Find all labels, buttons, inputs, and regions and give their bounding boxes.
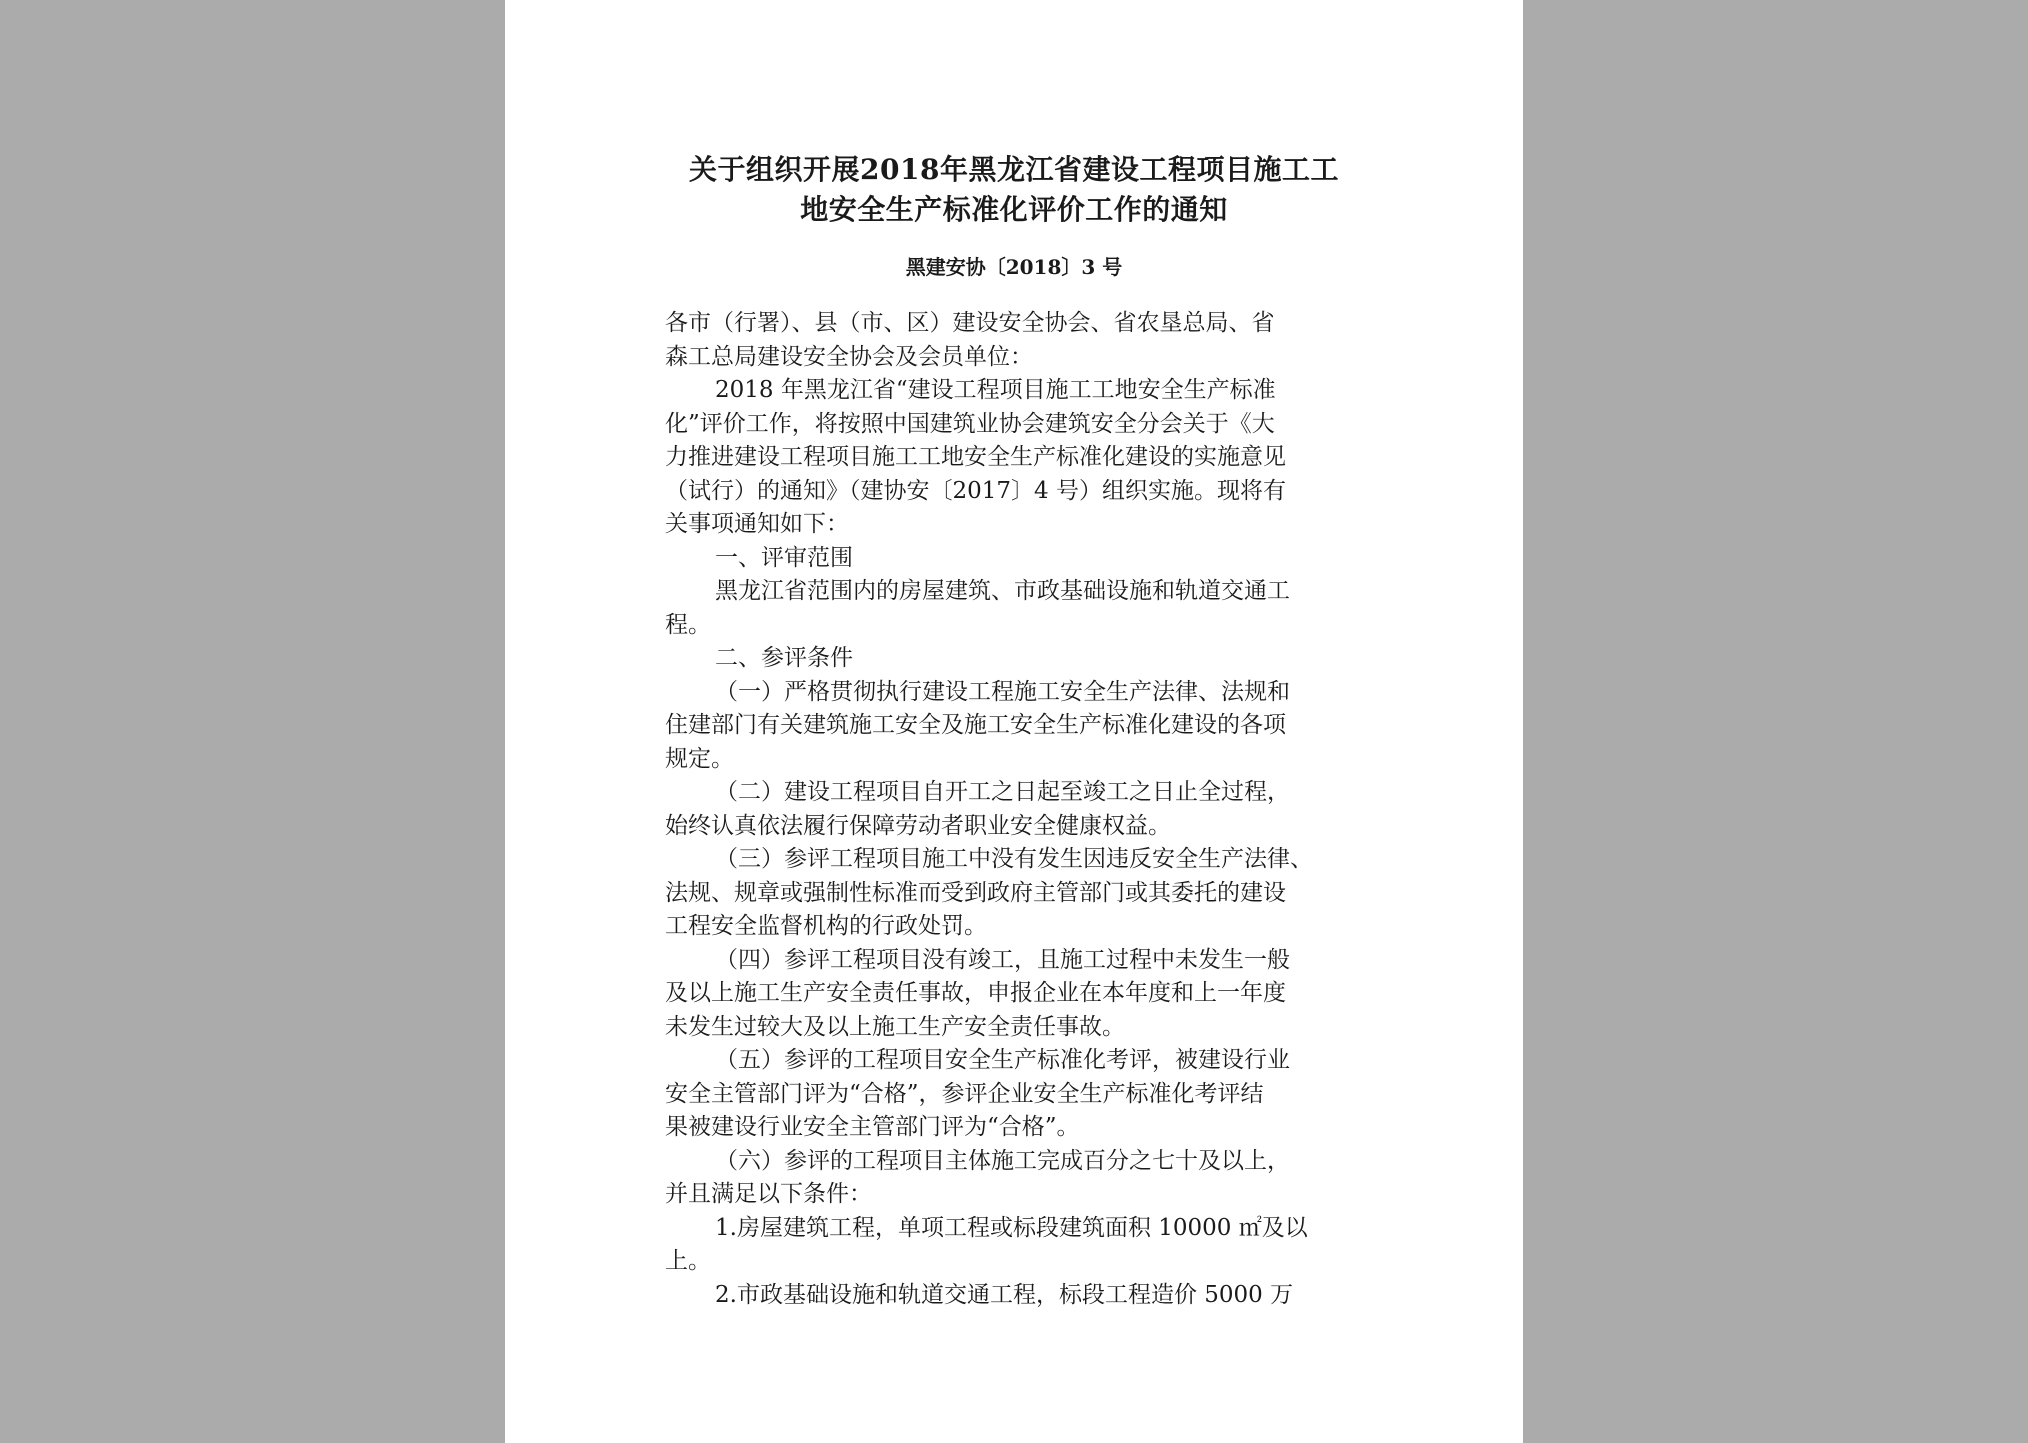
body-line: 始终认真依法履行保障劳动者职业安全健康权益。 — [665, 812, 1171, 839]
body-line: （四）参评工程项目没有竣工，且施工过程中未发生一般 — [715, 946, 1290, 973]
body-line: 关事项通知如下： — [665, 511, 849, 537]
document-body — [665, 307, 1365, 1312]
body-line: 未发生过较大及以上施工生产安全责任事故。 — [665, 1013, 1125, 1040]
body-line: 上。 — [665, 1248, 711, 1274]
body-line: （三）参评工程项目施工中没有发生因违反安全生产法律、 — [715, 846, 1313, 872]
body-line: 程。 — [665, 611, 711, 638]
body-line: （一）严格贯彻执行建设工程施工安全生产法律、法规和 — [715, 678, 1290, 705]
body-line: 2.市政基础设施和轨道交通工程，标段工程造价 5000 万 — [715, 1281, 1294, 1308]
body-line: （二）建设工程项目自开工之日起至竣工之日止全过程， — [715, 779, 1290, 805]
body-line: 安全主管部门评为“合格”，参评企业安全生产标准化考评结 — [665, 1080, 1264, 1107]
body-line: 并且满足以下条件： — [665, 1181, 872, 1207]
body-line: 一、评审范围 — [715, 544, 853, 571]
title-line: 地安全生产标准化评价工作的通知 — [800, 193, 1228, 226]
body-line: 森工总局建设安全协会及会员单位： — [665, 343, 1033, 370]
body-line: 各市（行署）、县（市、区）建设安全协会、省农垦总局、省 — [665, 310, 1275, 336]
body-line: 二、参评条件 — [715, 645, 853, 671]
body-line: 果被建设行业安全主管部门评为“合格”。 — [665, 1114, 1080, 1140]
body-line: 化”评价工作，将按照中国建筑业协会建筑安全分会关于《大 — [665, 410, 1275, 437]
title-line: 关于组织开展2018年黑龙江省建设工程项目施工工 — [689, 153, 1339, 186]
body-line: 及以上施工生产安全责任事故，申报企业在本年度和上一年度 — [665, 980, 1286, 1006]
body-line: （五）参评的工程项目安全生产标准化考评，被建设行业 — [715, 1047, 1290, 1073]
document-page — [505, 0, 1523, 1443]
body-line: 力推进建设工程项目施工工地安全生产标准化建设的实施意见 — [665, 444, 1286, 470]
document-number: 黑建安协〔2018〕3 号 — [905, 255, 1123, 279]
body-line: 黑龙江省范围内的房屋建筑、市政基础设施和轨道交通工 — [715, 578, 1290, 604]
body-line: 工程安全监督机构的行政处罚。 — [665, 913, 987, 939]
body-line: 住建部门有关建筑施工安全及施工安全生产标准化建设的各项 — [665, 712, 1286, 738]
body-line: （六）参评的工程项目主体施工完成百分之七十及以上， — [715, 1147, 1290, 1174]
body-line: 2018 年黑龙江省“建设工程项目施工工地安全生产标准 — [715, 377, 1276, 403]
body-line: 法规、规章或强制性标准而受到政府主管部门或其委托的建设 — [665, 879, 1286, 906]
body-line: （试行）的通知》（建协安〔2017〕4 号）组织实施。现将有 — [665, 477, 1286, 504]
body-line: 规定。 — [665, 745, 734, 772]
body-line: 1.房屋建筑工程，单项工程或标段建筑面积 10000 ㎡及以 — [715, 1214, 1308, 1241]
document-title — [505, 150, 1523, 230]
